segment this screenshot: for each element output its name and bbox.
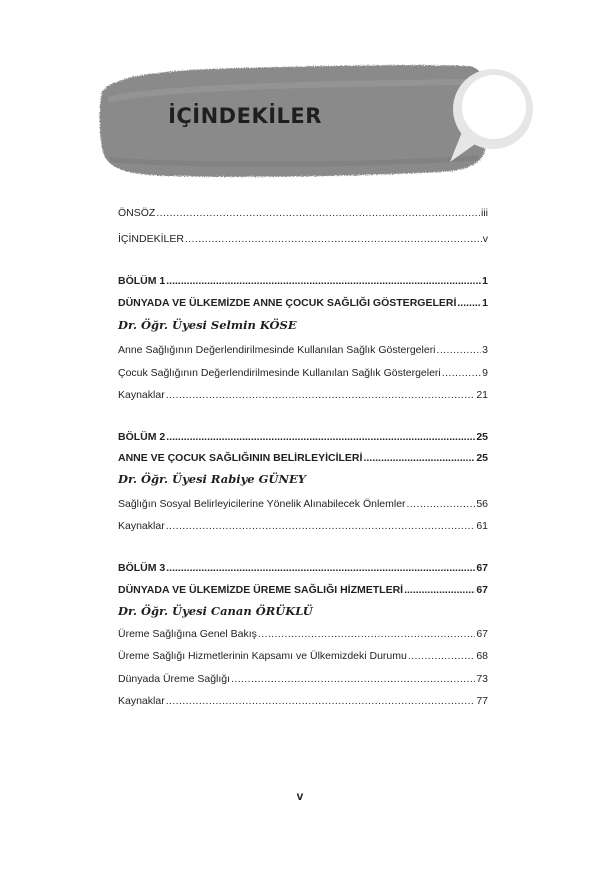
title-banner: [0, 0, 600, 200]
dot-leader: [457, 297, 481, 309]
dot-leader: [166, 562, 475, 574]
dot-leader: [258, 628, 475, 640]
toc-entry-onsoz[interactable]: ÖNSÖZ ..... iii: [118, 207, 488, 219]
toc-section[interactable]: Kaynaklar ..... 21: [118, 389, 488, 401]
toc-chapter-title[interactable]: DÜNYADA VE ÜLKEMİZDE ÜREME SAĞLIĞI HİZMETLERİ ..... 67: [118, 584, 488, 596]
chapter-author: Dr. Öğr. Üyesi Selmin KÖSE: [118, 318, 297, 332]
dot-leader: [404, 584, 475, 596]
toc-chapter-title[interactable]: DÜNYADA VE ÜLKEMİZDE ANNE ÇOCUK SAĞLIĞI GÖSTERGELERİ ..... 1: [118, 297, 488, 309]
dot-leader: [437, 344, 482, 356]
dot-leader: [408, 650, 475, 662]
toc-chapter-label[interactable]: BÖLÜM 2 ..... 25: [118, 431, 488, 443]
dot-leader: [166, 520, 476, 532]
dot-leader: [166, 275, 481, 287]
toc-section[interactable]: Üreme Sağlığı Hizmetlerinin Kapsamı ve Ülkemizdeki Durumu ..... 68: [118, 650, 488, 662]
toc-section[interactable]: Kaynaklar ..... 77: [118, 695, 488, 707]
dot-leader: [363, 452, 475, 464]
toc-section[interactable]: Çocuk Sağlığının Değerlendirilmesinde Kullanılan Sağlık Göstergeleri ..... 9: [118, 367, 488, 379]
brush-stroke-banner: [0, 0, 600, 200]
toc-section[interactable]: Üreme Sağlığına Genel Bakış ..... 67: [118, 628, 488, 640]
chapter-author: Dr. Öğr. Üyesi Canan ÖRÜKLÜ: [118, 604, 313, 618]
toc-section[interactable]: Sağlığın Sosyal Belirleyicilerine Yönelik Alınabilecek Önlemler ..... 56: [118, 498, 488, 510]
toc-chapter-label[interactable]: BÖLÜM 1 ..... 1: [118, 275, 488, 287]
toc-section[interactable]: Kaynaklar ..... 61: [118, 520, 488, 532]
dot-leader: [166, 389, 476, 401]
dot-leader: [166, 695, 476, 707]
page-title: İÇİNDEKİLER: [168, 104, 322, 128]
dot-leader: [166, 431, 475, 443]
page-number: v: [296, 789, 304, 803]
toc-chapter-label[interactable]: BÖLÜM 3 ..... 67: [118, 562, 488, 574]
toc-chapter-title[interactable]: ANNE VE ÇOCUK SAĞLIĞININ BELİRLEYİCİLERİ ..... 25: [118, 452, 488, 464]
dot-leader: [185, 233, 482, 245]
toc-section[interactable]: Dünyada Üreme Sağlığı ..... 73: [118, 673, 488, 685]
dot-leader: [156, 207, 480, 219]
toc-entry-icindekiler[interactable]: İÇİNDEKİLER ..... v: [118, 233, 488, 245]
dot-leader: [231, 673, 475, 685]
chapter-author: Dr. Öğr. Üyesi Rabiye GÜNEY: [118, 472, 306, 486]
toc-section[interactable]: Anne Sağlığının Değerlendirilmesinde Kullanılan Sağlık Göstergeleri ..... 3: [118, 344, 488, 356]
dot-leader: [407, 498, 476, 510]
dot-leader: [442, 367, 481, 379]
